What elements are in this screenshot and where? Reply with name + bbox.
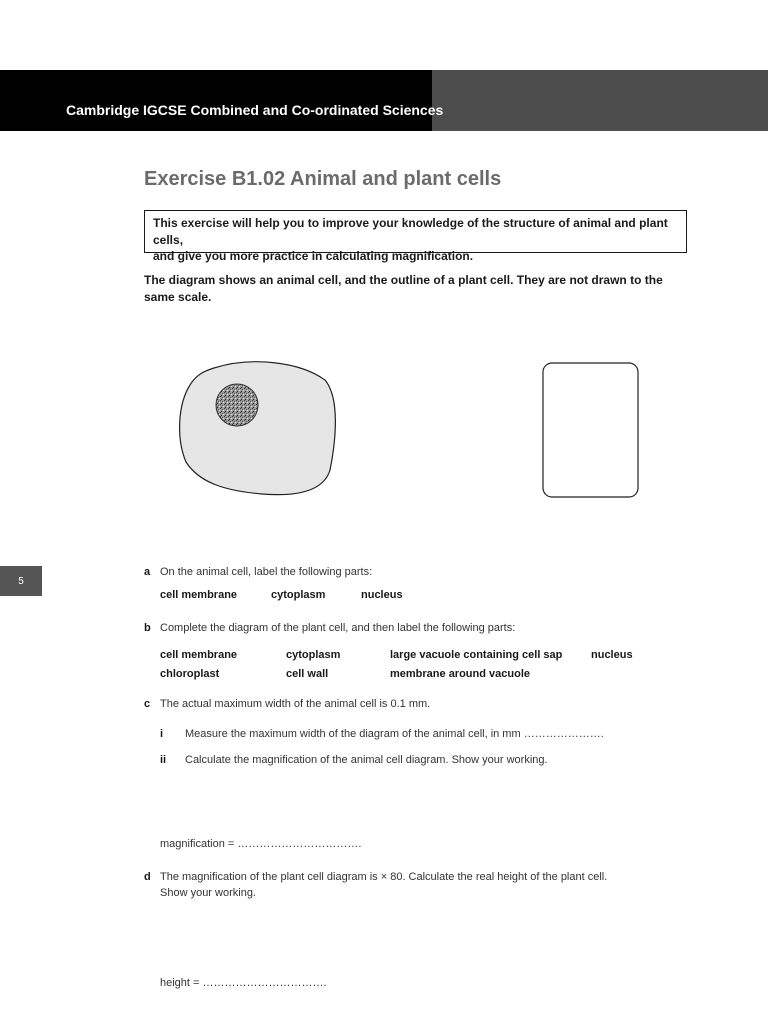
question-a-term: cell membrane [160, 589, 238, 601]
question-c-i-text [185, 728, 604, 740]
header-band-grey [432, 70, 768, 131]
question-a-term: nucleus [361, 589, 403, 601]
width-answer-blank[interactable]: …………………. [523, 728, 604, 740]
question-c-i-prompt: Measure the maximum width of the diagram of the animal cell, in mm [185, 728, 521, 740]
animal-cell [180, 362, 336, 495]
page-number-tab [0, 566, 42, 596]
question-c-text: The actual maximum width of the animal cell is 0.1 mm. [160, 698, 431, 710]
question-b-term: cell membrane [160, 649, 238, 661]
question-b-text: Complete the diagram of the plant cell, and then label the following parts: [160, 622, 516, 634]
question-a-text: On the animal cell, label the following parts: [160, 566, 373, 578]
magnification-answer-blank[interactable]: ……………………………. [237, 838, 362, 850]
question-b-term: chloroplast [160, 668, 220, 680]
animal-cell-membrane [180, 362, 336, 495]
question-b-term: membrane around vacuole [390, 668, 530, 680]
header-band-dark [0, 70, 432, 131]
height-answer-blank[interactable]: ……………………………. [202, 977, 327, 989]
question-c-ii-number: ii [160, 754, 167, 766]
question-d-letter: d [144, 871, 151, 883]
question-d-text-line-1: The magnification of the plant cell diagram is × 80. Calculate the real height of the plant cell. [160, 871, 608, 883]
question-c-i-number: i [160, 728, 164, 740]
height-label: height = [160, 977, 200, 989]
question-b-term: cell wall [286, 668, 329, 680]
question-a-letter: a [144, 566, 151, 578]
lead-paragraph [144, 272, 664, 306]
lead-line-2: same scale. [144, 290, 212, 304]
exercise-title: Exercise B1.02 Animal and plant cells [144, 168, 502, 190]
question-c-letter: c [144, 698, 151, 710]
question-c-ii-text: Calculate the magnification of the animal cell diagram. Show your working. [185, 754, 548, 766]
question-d-text-line-2: Show your working. [160, 887, 256, 899]
question-b-letter: b [144, 622, 151, 634]
intro-box [144, 210, 687, 263]
page-number: 5 [18, 575, 24, 587]
intro-line-2: and give you more practice in calculating magnification. [153, 249, 474, 263]
book-title: Cambridge IGCSE Combined and Co-ordinated Sciences [66, 102, 444, 118]
animal-cell-nucleus [216, 384, 258, 426]
question-b-term: large vacuole containing cell sap [390, 649, 563, 661]
plant-cell-outline [543, 363, 638, 497]
magnification-answer-line [160, 838, 361, 850]
height-answer-line [160, 977, 327, 989]
intro-line-1: This exercise will help you to improve your knowledge of the structure of animal and plant cells, [153, 216, 668, 247]
question-b-term: cytoplasm [286, 649, 341, 661]
lead-line-1: The diagram shows an animal cell, and the outline of a plant cell. They are not drawn to the [144, 273, 663, 287]
question-a-term: cytoplasm [271, 589, 326, 601]
question-b-term: nucleus [591, 649, 633, 661]
magnification-label: magnification = [160, 838, 235, 850]
